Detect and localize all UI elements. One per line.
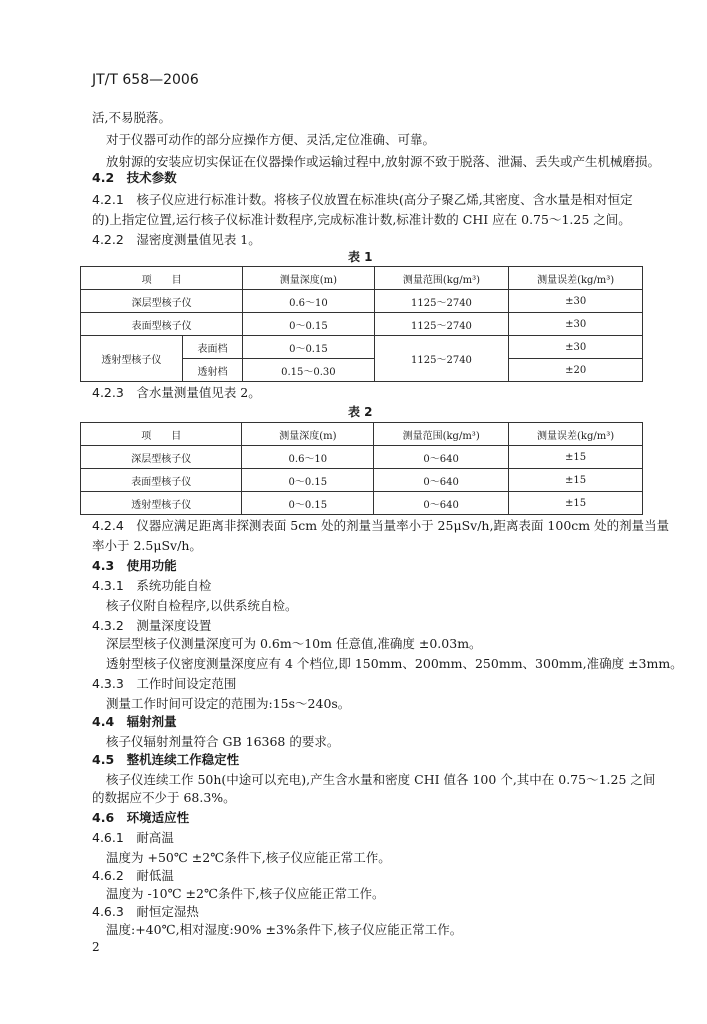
section-text: 的)上指定位置,运行核子仪标准计数程序,完成标准计数,标准计数的 CHI 应在 0.75～1.25 之间。 [92,212,631,227]
table-row [81,336,643,359]
section-text: 核子仪附自检程序,以供系统自检。 [106,598,298,613]
table-row [81,469,643,492]
section-number: 4.5 [92,752,115,767]
section-text: 率小于 2.5μSv/h。 [92,538,202,553]
table-cell: 1125～2740 [374,313,509,336]
table-cell: ±15 [509,446,643,469]
table-cell: 0～0.15 [243,336,374,359]
header-cell: 测量范围(kg/m³) [374,423,509,446]
section-number: 4.2.3 [92,385,124,400]
section-number: 4.6.1 [92,830,124,845]
section-number: 4.2.2 [92,232,124,247]
table-row [81,313,643,336]
section-text: 核子仪应进行标准计数。将核子仪放置在标准块(高分子聚乙烯,其密度、含水量是相对恒定 [136,192,633,207]
section-text: 含水量测量值见表 2。 [136,385,261,400]
section-number: 4.3.1 [92,578,124,593]
table-header-row [81,423,643,446]
table-cell: 表面档 [182,336,242,359]
table-cell: ±15 [509,492,643,515]
section-text: 核子仪辐射剂量符合 GB 16368 的要求。 [106,734,340,749]
page-number: 2 [92,940,100,954]
section-number: 4.2.4 [92,518,124,533]
section-title: 耐恒定湿热 [136,904,199,919]
section-number: 4.6.3 [92,904,124,919]
table-cell: 深层型核子仪 [81,446,242,469]
density-table [80,266,643,382]
section-text: 湿密度测量值见表 1。 [136,232,261,247]
section-number: 4.3 [92,558,115,573]
table-cell: 0～640 [374,469,509,492]
section-number: 4.6.2 [92,868,124,883]
section-text: 核子仪连续工作 50h(中途可以充电),产生含水量和密度 CHI 值各 100 个,其中在 0.75～1.25 之间 [106,772,656,787]
section-title: 耐低温 [136,868,174,883]
header-cell: 测量深度(m) [243,267,374,290]
table-cell: 0～640 [374,446,509,469]
table-caption: 表 2 [348,405,373,419]
table-cell: 1125～2740 [374,290,509,313]
table-cell: 0.6～10 [242,446,374,469]
section-number: 4.3.2 [92,618,124,633]
section-text: 的数据应不少于 68.3%。 [92,790,236,805]
header-cell: 项 目 [81,423,242,446]
table-row [81,492,643,515]
table-cell: 表面型核子仪 [81,469,242,492]
header-cell: 测量误差(kg/m³) [509,423,643,446]
table-cell: 透射型核子仪 [81,492,242,515]
section-title: 耐高温 [136,830,174,845]
section-number: 4.2.1 [92,192,124,207]
header-cell: 测量误差(kg/m³) [509,267,643,290]
table-cell: ±30 [509,336,643,359]
table-cell: 0～640 [374,492,509,515]
header-cell: 测量深度(m) [242,423,374,446]
section-number: 4.6 [92,810,115,825]
section-title: 辐射剂量 [126,714,177,729]
table-cell: ±15 [509,469,643,492]
table-header-row [81,267,643,290]
table-cell: 0.15～0.30 [243,359,374,382]
table-cell: 深层型核子仪 [81,290,243,313]
table-cell: 0～0.15 [243,313,374,336]
section-text: 透射型核子仪密度测量深度应有 4 个档位,即 150mm、200mm、250mm、300mm,准确度 ±3mm。 [106,656,683,671]
section-title: 测量深度设置 [136,618,212,633]
section-text: 仪器应满足距离非探测表面 5cm 处的剂量当量率小于 25μSv/h,距离表面 100cm 处的剂量当量 [136,518,670,533]
section-title: 整机连续工作稳定性 [126,752,240,767]
table-cell: 1125～2740 [374,336,509,382]
paragraph: 活,不易脱落。 [92,110,171,125]
table-cell: ±30 [509,290,643,313]
table-caption: 表 1 [348,250,373,264]
moisture-table [80,422,643,515]
header-cell: 测量范围(kg/m³) [374,267,509,290]
table-cell: 表面型核子仪 [81,313,243,336]
section-text: 温度为 -10℃ ±2℃条件下,核子仪应能正常工作。 [106,886,385,901]
section-text: 测量工作时间可设定的范围为:15s～240s。 [106,696,351,711]
section-title: 环境适应性 [126,810,190,825]
table-cell: 0.6～10 [243,290,374,313]
section-number: 4.4 [92,714,115,729]
section-number: 4.3.3 [92,676,124,691]
section-text: 温度为 +50℃ ±2℃条件下,核子仪应能正常工作。 [106,850,391,865]
table-cell: 透射型核子仪 [81,336,183,382]
section-text: 温度:+40℃,相对湿度:90% ±3%条件下,核子仪应能正常工作。 [106,922,463,937]
section-text: 深层型核子仪测量深度可为 0.6m～10m 任意值,准确度 ±0.03m。 [106,636,482,651]
section-title: 工作时间设定范围 [136,676,237,691]
standard-code: JT/T 658—2006 [92,72,199,88]
table-cell: 0～0.15 [242,492,374,515]
table-cell: 0～0.15 [242,469,374,492]
section-title: 使用功能 [126,558,177,573]
section-title: 系统功能自检 [136,578,212,593]
header-cell: 项 目 [81,267,243,290]
table-cell: ±30 [509,313,643,336]
paragraph: 放射源的安装应切实保证在仪器操作或运输过程中,放射源不致于脱落、泄漏、丢失或产生机械磨损。 [106,154,660,169]
section-title: 技术参数 [126,170,177,185]
section-number: 4.2 [92,170,115,185]
table-cell: ±20 [509,359,643,382]
table-row [81,446,643,469]
table-cell: 透射档 [182,359,242,382]
table-row [81,290,643,313]
paragraph: 对于仪器可动作的部分应操作方便、灵活,定位准确、可靠。 [106,132,435,147]
